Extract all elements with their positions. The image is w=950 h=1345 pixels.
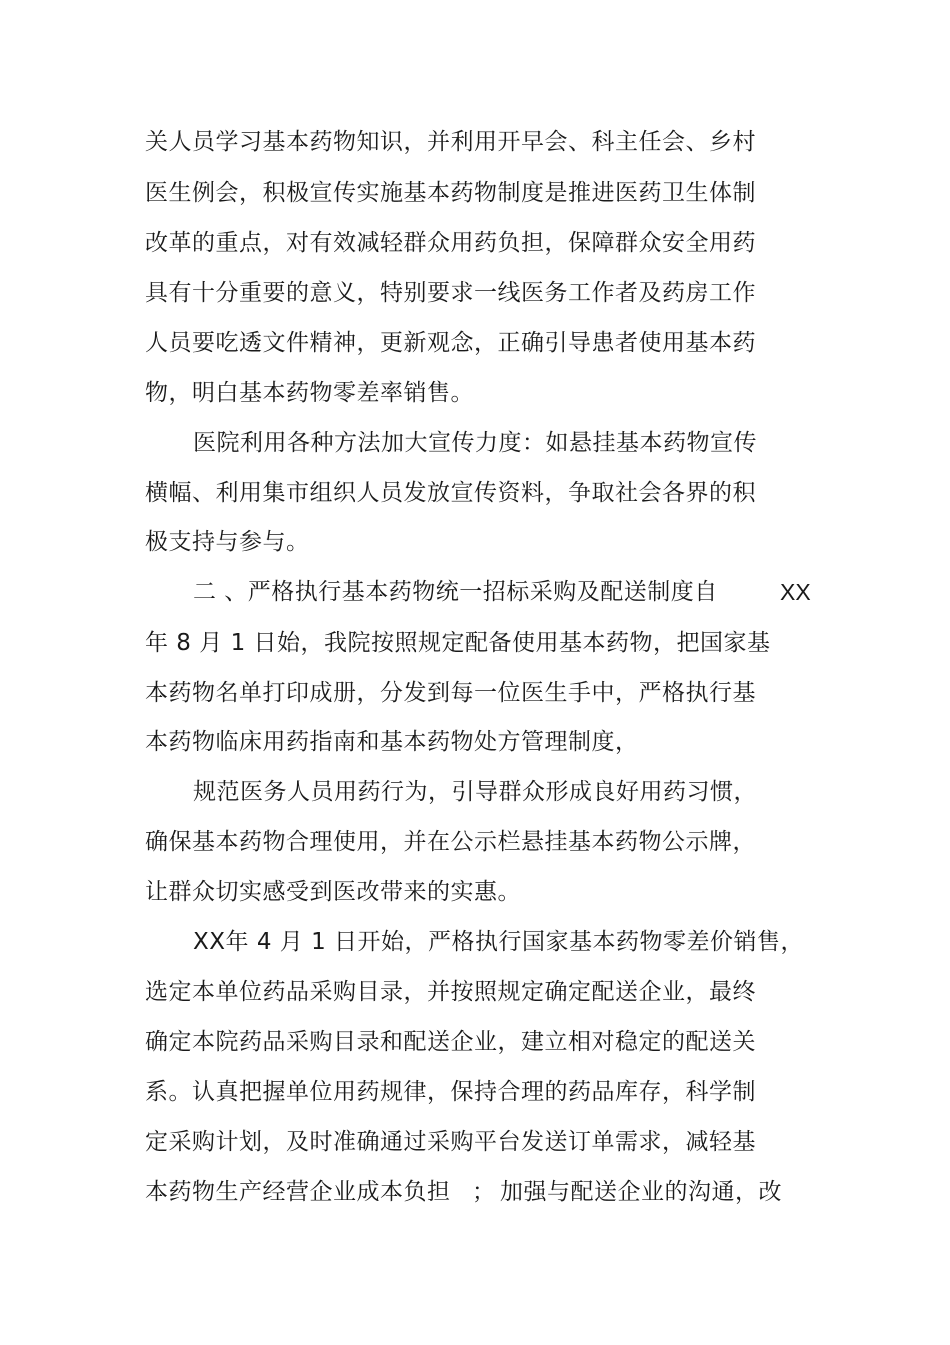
paragraph-5-line-1: XX年 4 月 1 日开始，严格执行国家基本药物零差价销售， (193, 929, 805, 955)
paragraph-2-line-3: 极支持与参与。 (145, 529, 310, 555)
paragraph-4-line-1: 规范医务人员用药行为，引导群众形成良好用药习惯， (193, 779, 757, 805)
paragraph-1-line-3: 改革的重点，对有效减轻群众用药负担，保障群众安全用药 (145, 230, 756, 256)
paragraph-5-line-6-head: 本药物生产经营企业成本负担 (145, 1179, 451, 1205)
paragraph-4-line-2: 确保基本药物合理使用，并在公示栏悬挂基本药物公示牌， (145, 829, 756, 855)
paragraph-3-line-1: 二 、严格执行基本药物统一招标采购及配送制度自 (193, 579, 718, 605)
paragraph-5-line-3: 确定本院药品采购目录和配送企业，建立相对稳定的配送关 (145, 1029, 756, 1055)
paragraph-3-line-3: 本药物名单打印成册，分发到每一位医生手中，严格执行基 (145, 680, 756, 706)
paragraph-4-line-3: 让群众切实感受到医改带来的实惠。 (145, 879, 521, 905)
paragraph-1-line-6: 物，明白基本药物零差率销售。 (145, 380, 474, 406)
paragraph-5-line-4: 系。认真把握单位用药规律，保持合理的药品库存，科学制 (145, 1079, 756, 1105)
paragraph-3-line-4: 本药物临床用药指南和基本药物处方管理制度， (145, 729, 639, 755)
paragraph-5-line-6-tail: 加强与配送企业的沟通，改 (500, 1179, 782, 1205)
paragraph-3-line-2: 年 8 月 1 日始，我院按照规定配备使用基本药物，把国家基 (145, 630, 771, 656)
paragraph-2-line-1: 医院利用各种方法加大宣传力度：如悬挂基本药物宣传 (193, 430, 757, 456)
paragraph-1-line-2: 医生例会，积极宣传实施基本药物制度是推进医药卫生体制 (145, 180, 756, 206)
paragraph-5-semicolon: ； (472, 1179, 495, 1205)
paragraph-1-line-1: 关人员学习基本药物知识，并利用开早会、科主任会、乡村 (145, 129, 756, 155)
paragraph-3-year-placeholder: XX (780, 579, 811, 605)
paragraph-5-line-5: 定采购计划，及时准确通过采购平台发送订单需求，减轻基 (145, 1129, 756, 1155)
paragraph-1-line-5: 人员要吃透文件精神，更新观念，正确引导患者使用基本药 (145, 330, 756, 356)
paragraph-2-line-2: 横幅、利用集市组织人员发放宣传资料，争取社会各界的积 (145, 480, 756, 506)
paragraph-1-line-4: 具有十分重要的意义，特别要求一线医务工作者及药房工作 (145, 280, 756, 306)
paragraph-5-line-2: 选定本单位药品采购目录，并按照规定确定配送企业，最终 (145, 979, 756, 1005)
